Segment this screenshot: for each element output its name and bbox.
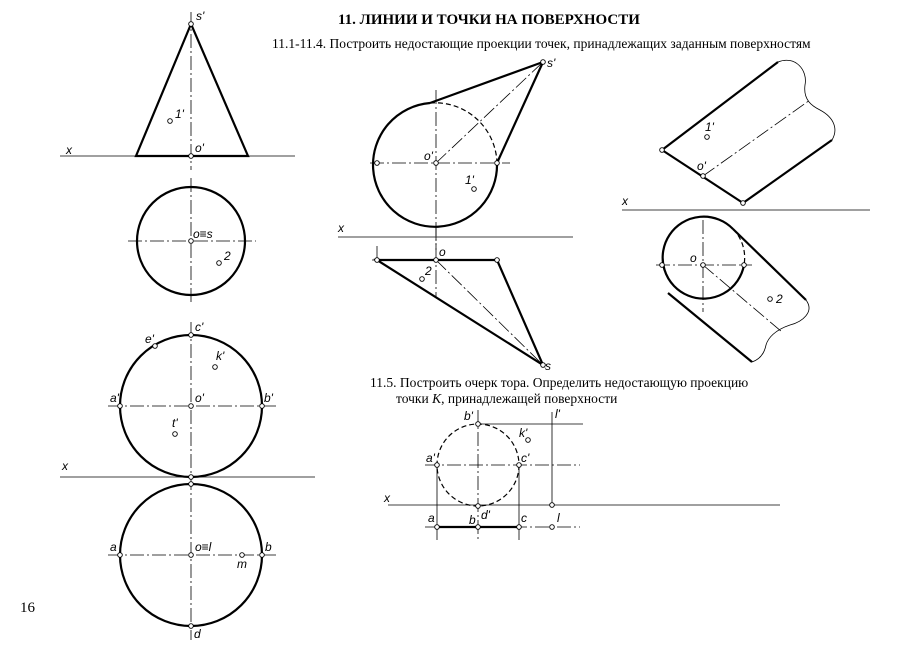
cylinder-top-center-label: o	[690, 251, 697, 265]
torus-point-l	[550, 525, 555, 530]
sphere-d-label: d	[194, 627, 201, 641]
cylinder-top-center-point	[701, 263, 706, 268]
oblique-cone-front-left-point	[375, 161, 380, 166]
cylinder-point-2-label: 2	[776, 292, 783, 306]
torus-b-prime-label: b'	[464, 409, 473, 423]
oblique-cone-point-1-label: 1'	[465, 173, 474, 187]
oblique-cone-front-center-label: o'	[424, 149, 433, 163]
torus-l-label: l	[557, 511, 560, 525]
cone-point-1-label: 1'	[175, 107, 184, 121]
sphere-tangent-point	[189, 475, 194, 480]
cone-base-center-point	[189, 154, 194, 159]
task-5-text-suffix: , принадлежащей поверхности	[441, 391, 618, 406]
oblique-cone-apex-point	[541, 60, 546, 65]
cone-top-center-label: o≡s	[193, 227, 213, 241]
sphere-axis-label: x	[62, 459, 68, 473]
torus-b-label: b	[469, 513, 476, 527]
torus-point-d-prime	[476, 504, 481, 509]
cylinder-front-upper-generatrix	[662, 62, 778, 150]
torus-axis-label: x	[384, 491, 390, 505]
sphere-top-center-label: o≡l	[195, 540, 212, 554]
sphere-e-prime-label: e'	[145, 332, 154, 346]
sphere-point-d	[189, 624, 194, 629]
oblique-cone-front-center-point	[434, 161, 439, 166]
sphere-a-prime-label: a'	[110, 391, 119, 405]
torus-point-b-prime	[476, 422, 481, 427]
cone-point-2-label: 2	[224, 249, 231, 263]
torus-point-a-prime	[435, 463, 440, 468]
oblique-cone-front-base-hidden	[430, 103, 497, 163]
oblique-cone-point-2-label: 2	[425, 264, 432, 278]
oblique-cone-top-center-label: o	[439, 245, 446, 259]
cone-drawing	[60, 9, 295, 305]
oblique-cone-point-1	[472, 187, 477, 192]
oblique-cone-drawing	[337, 56, 573, 373]
cone-base-center-label: o'	[195, 141, 204, 155]
torus-a-label: a	[428, 511, 435, 525]
torus-point-a	[435, 525, 440, 530]
cylinder-front-center-point	[701, 174, 706, 179]
cone-point-1	[168, 119, 173, 124]
cone-point-2	[217, 261, 222, 266]
cylinder-axis-label: x	[622, 194, 628, 208]
oblique-cone-front-axis-line	[436, 62, 543, 163]
cone-axis-label: x	[66, 143, 72, 157]
torus-c-prime-label: c'	[521, 451, 530, 465]
cylinder-front-lower-generatrix	[743, 140, 832, 203]
torus-l-prime-label: l'	[555, 407, 560, 421]
oblique-cone-point-2	[420, 277, 425, 282]
sphere-point-b	[260, 553, 265, 558]
oblique-cone-apex-label: s'	[547, 56, 556, 70]
torus-a-prime-label: a'	[426, 451, 435, 465]
sphere-m-label: m	[237, 557, 247, 571]
torus-k-prime-label: k'	[519, 426, 528, 440]
oblique-cone-front-right-point	[495, 161, 500, 166]
sphere-point-t-prime	[173, 432, 178, 437]
sphere-k-prime-label: k'	[216, 349, 225, 363]
cylinder-point-1	[705, 135, 710, 140]
task-5-text-line1: 11.5. Построить очерк тора. Определить недостающую проекцию	[370, 375, 749, 390]
cylinder-point-2	[768, 297, 773, 302]
page-subtitle: 11.1-11.4. Построить недостающие проекции точек, принадлежащих заданным поверхностям	[272, 36, 811, 51]
cylinder-front-axis-line	[703, 100, 810, 176]
sphere-front-center-point	[189, 404, 194, 409]
torus-drawing	[383, 407, 780, 540]
torus-c-label: c	[521, 511, 527, 525]
sphere-drawing	[60, 320, 315, 641]
cylinder-front-left-point	[660, 148, 665, 153]
cone-apex-label: s'	[196, 9, 205, 23]
oblique-cone-top-outline	[377, 260, 543, 365]
cylinder-top-lower-generatrix	[668, 293, 752, 362]
torus-point-b	[476, 525, 481, 530]
oblique-cone-top-left-point	[375, 258, 380, 263]
sphere-point-k-prime	[213, 365, 218, 370]
sphere-point-c-prime	[189, 333, 194, 338]
sphere-a-label: a	[110, 540, 117, 554]
torus-point-l-prime-base	[550, 503, 555, 508]
sphere-point-a	[118, 553, 123, 558]
sphere-top-center-point	[189, 553, 194, 558]
torus-d-prime-label: d'	[481, 508, 490, 522]
page-title: 11. ЛИНИИ И ТОЧКИ НА ПОВЕРХНОСТИ	[338, 12, 640, 28]
cylinder-front-break-line	[778, 60, 835, 140]
cylinder-top-right-point	[742, 263, 747, 268]
cylinder-drawing	[621, 60, 870, 362]
sphere-c-prime-label: c'	[195, 320, 204, 334]
oblique-cone-axis-label: x	[338, 221, 344, 235]
sphere-front-center-label: o'	[195, 391, 204, 405]
torus-point-c	[517, 525, 522, 530]
cylinder-top-left-point	[660, 263, 665, 268]
sphere-t-prime-label: t'	[172, 416, 178, 430]
sphere-b-prime-label: b'	[264, 391, 273, 405]
oblique-cone-top-axis-line	[436, 260, 543, 365]
cylinder-front-right-point	[741, 201, 746, 206]
oblique-cone-top-apex-label: s	[545, 359, 551, 373]
task-5-text-prefix: точки	[396, 391, 433, 406]
cone-front-outline	[136, 24, 248, 156]
oblique-cone-top-right-point	[495, 258, 500, 263]
cone-apex-point	[189, 22, 194, 27]
oblique-cone-top-center-point	[434, 258, 439, 263]
sphere-top-north-point	[189, 482, 194, 487]
cylinder-front-center-label: o'	[697, 159, 706, 173]
sphere-b-label: b	[265, 540, 272, 554]
task-5-point-k: K	[432, 391, 442, 406]
page-number: 16	[20, 600, 35, 616]
cylinder-point-1-label: 1'	[705, 120, 714, 134]
